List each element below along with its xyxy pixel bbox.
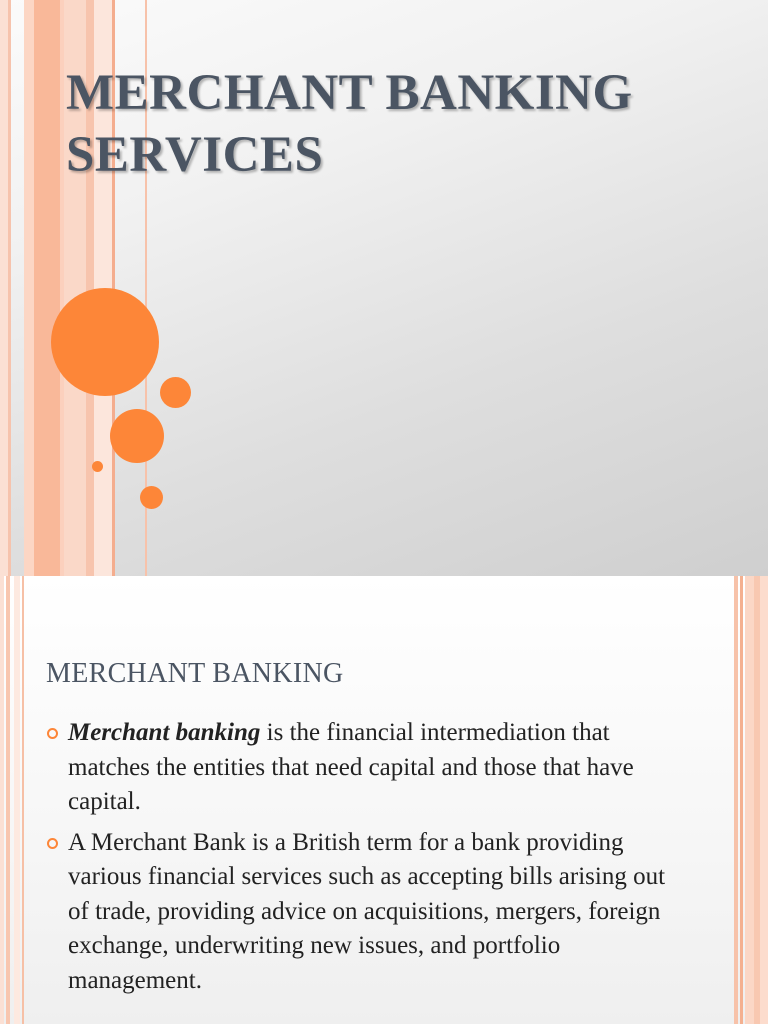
ring-bullet-icon [47,728,58,739]
slide-heading: MERCHANT BANKING [46,658,344,689]
decorative-right-stripes [734,576,768,1024]
orange-circle-tiny [92,461,103,472]
list-item [46,716,686,820]
bullet-text: A Merchant Bank is a British term for a bank providing various financial services such as accepting bills arising out of trade, providing advice on acquisitions, mergers, foreign exchange, underwriting new issues, and portfolio management. [68,828,666,994]
slide-title-line-2: SERVICES [66,127,324,183]
orange-circle-small-bottom [140,486,163,509]
bullet-text: is the financial intermediation that matches the entities that need capital and those that have capital. [68,719,634,815]
ring-bullet-icon [47,838,58,849]
content-slide [0,576,768,1024]
orange-circle-small-right [160,377,191,408]
slide-title-line-1: MERCHANT BANKING [66,65,633,121]
decorative-left-stripes [0,576,30,1024]
orange-circle-large [51,288,159,396]
list-item [46,826,686,999]
defined-term: Merchant banking [68,719,261,746]
bullet-list [46,716,686,1004]
orange-circle-medium [110,409,164,463]
slide-title [66,62,746,186]
